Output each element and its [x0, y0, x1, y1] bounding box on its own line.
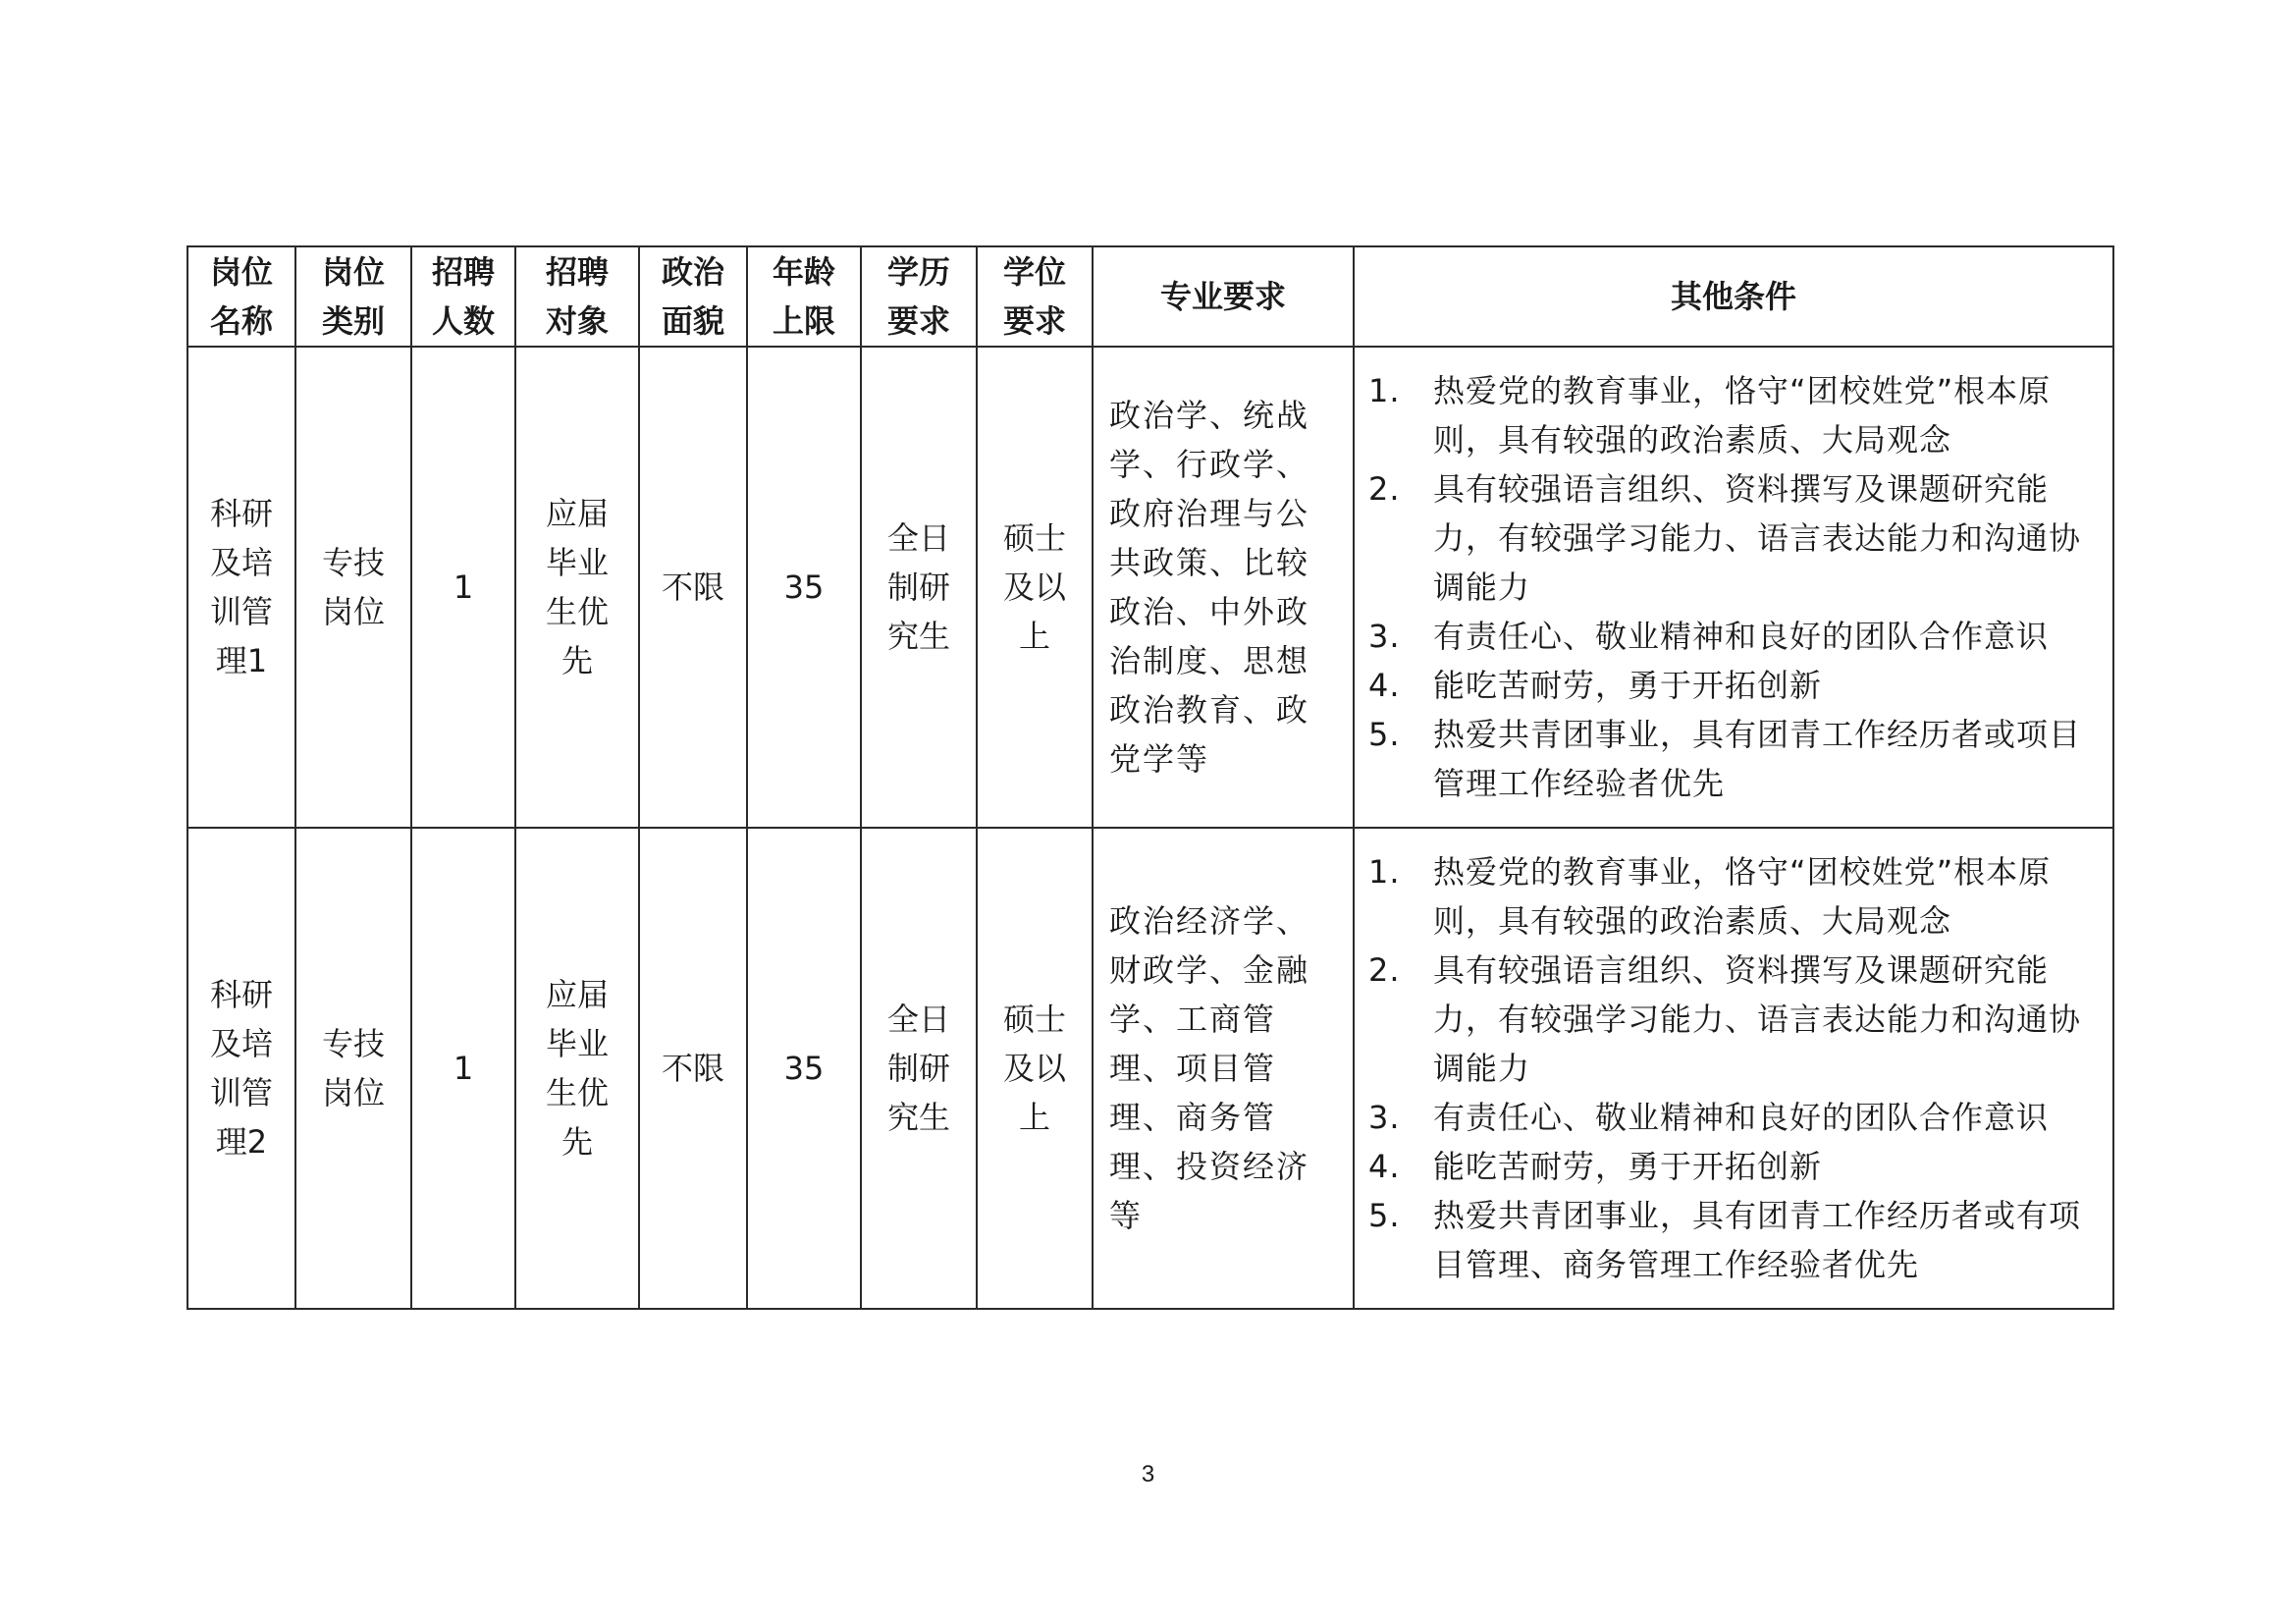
hire-count: 1: [411, 347, 515, 828]
political-status: 不限: [639, 347, 747, 828]
major-requirement: 政治学、统战学、行政学、政府治理与公共政策、比较政治、中外政治制度、思想政治教育、政党学等: [1093, 347, 1354, 828]
hire-target: 应届毕业生优先: [515, 828, 639, 1309]
degree-requirement: 硕士及以上: [977, 347, 1093, 828]
position-name: 科研及培训管理2: [187, 828, 295, 1309]
header-cell: 学历要求: [861, 246, 977, 347]
condition-item: 3. 有责任心、敬业精神和良好的团队合作意识: [1368, 1099, 2050, 1136]
position-name: 科研及培训管理1: [187, 347, 295, 828]
table-row: [187, 828, 2113, 1309]
political-status: 不限: [639, 828, 747, 1309]
condition-item: 5. 热爱共青团事业，具有团青工作经历者或有项目管理、商务管理工作经验者优先: [1368, 1197, 2082, 1283]
header-cell: 专业要求: [1093, 246, 1354, 347]
header-cell: 学位要求: [977, 246, 1093, 347]
condition-item: 4. 能吃苦耐劳，勇于开拓创新: [1368, 1148, 1823, 1185]
education-requirement: 全日制研究生: [861, 347, 977, 828]
condition-item: 5. 热爱共青团事业，具有团青工作经历者或项目管理工作经验者优先: [1368, 716, 2082, 802]
table-row: [187, 347, 2113, 828]
header-cell: 岗位名称: [187, 246, 295, 347]
position-category: 专技岗位: [295, 828, 411, 1309]
header-cell: 招聘对象: [515, 246, 639, 347]
header-cell: 年龄上限: [747, 246, 861, 347]
age-limit: 35: [747, 828, 861, 1309]
education-requirement: 全日制研究生: [861, 828, 977, 1309]
age-limit: 35: [747, 347, 861, 828]
condition-item: 1. 热爱党的教育事业，恪守“团校姓党”根本原则，具有较强的政治素质、大局观念: [1368, 853, 2052, 940]
hire-count: 1: [411, 828, 515, 1309]
condition-item: 4. 能吃苦耐劳，勇于开拓创新: [1368, 667, 1823, 704]
major-requirement: 政治经济学、财政学、金融学、工商管理、项目管理、商务管理、投资经济等: [1093, 828, 1354, 1309]
condition-item: 1. 热爱党的教育事业，恪守“团校姓党”根本原则，具有较强的政治素质、大局观念: [1368, 372, 2052, 459]
header-cell: 其他条件: [1354, 246, 2113, 347]
header-cell: 招聘人数: [411, 246, 515, 347]
hire-target: 应届毕业生优先: [515, 347, 639, 828]
condition-item: 2. 具有较强语言组织、资料撰写及课题研究能力，有较强学习能力、语言表达能力和沟通协调能力: [1368, 951, 2082, 1087]
recruitment-table: [187, 245, 2114, 1310]
table-header-row: [187, 246, 2113, 347]
header-cell: 政治面貌: [639, 246, 747, 347]
position-category: 专技岗位: [295, 347, 411, 828]
page-number: 3: [1141, 1461, 1155, 1488]
other-conditions: [1354, 828, 2113, 1309]
other-conditions: [1354, 347, 2113, 828]
degree-requirement: 硕士及以上: [977, 828, 1093, 1309]
header-cell: 岗位类别: [295, 246, 411, 347]
condition-item: 3. 有责任心、敬业精神和良好的团队合作意识: [1368, 618, 2050, 655]
condition-item: 2. 具有较强语言组织、资料撰写及课题研究能力，有较强学习能力、语言表达能力和沟通协调能力: [1368, 470, 2082, 606]
